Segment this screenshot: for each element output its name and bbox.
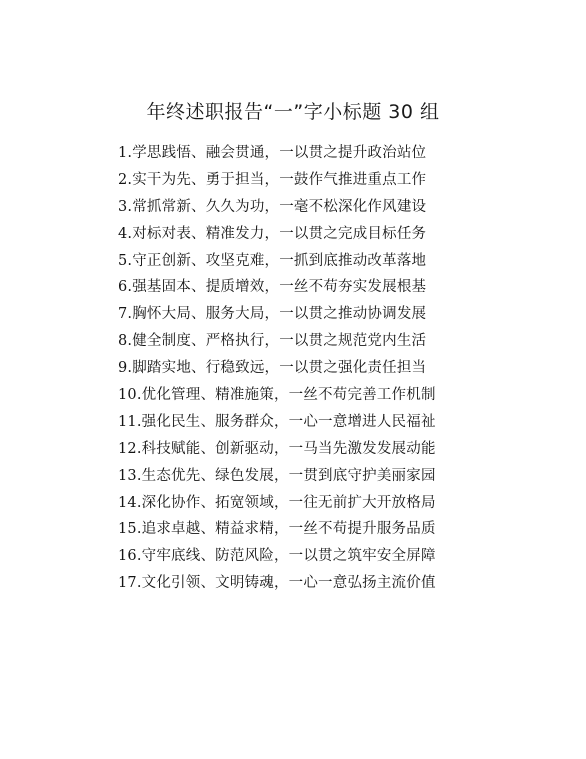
list-item: 6.强基固本、提质增效，一丝不苟夯实发展根基 xyxy=(118,279,427,296)
list-item: 13.生态优先、绿色发展，一贯到底守护美丽家园 xyxy=(118,467,436,484)
list-item: 16.守牢底线、防范风险，一以贯之筑牢安全屏障 xyxy=(118,548,436,565)
list-item: 15.追求卓越、精益求精，一丝不苟提升服务品质 xyxy=(118,521,436,538)
document-title: 年终述职报告“一”字小标题 30 组 xyxy=(146,101,440,123)
list-item: 12.科技赋能、创新驱动，一马当先激发发展动能 xyxy=(118,440,436,457)
list-item: 14.深化协作、拓宽领域，一往无前扩大开放格局 xyxy=(118,494,436,511)
list-item: 2.实干为先、勇于担当，一鼓作气推进重点工作 xyxy=(118,171,427,188)
list-item: 11.强化民生、服务群众，一心一意增进人民福祉 xyxy=(118,413,436,430)
list-item: 10.优化管理、精准施策，一丝不苟完善工作机制 xyxy=(118,387,436,404)
list-item: 4.对标对表、精准发力，一以贯之完成目标任务 xyxy=(118,225,427,242)
list-item: 5.守正创新、攻坚克难，一抓到底推动改革落地 xyxy=(118,252,427,269)
list-item: 3.常抓常新、久久为功，一毫不松深化作风建设 xyxy=(118,198,427,215)
list-item: 8.健全制度、严格执行，一以贯之规范党内生活 xyxy=(118,333,427,350)
subtitle-list xyxy=(118,140,436,597)
list-item: 1.学思践悟、融会贯通，一以贯之提升政治站位 xyxy=(118,145,427,161)
list-item: 9.脚踏实地、行稳致远，一以贯之强化责任担当 xyxy=(118,360,427,377)
list-item: 7.胸怀大局、服务大局，一以贯之推动协调发展 xyxy=(118,306,427,323)
list-item: 17.文化引领、文明铸魂，一心一意弘扬主流价值 xyxy=(118,575,436,592)
